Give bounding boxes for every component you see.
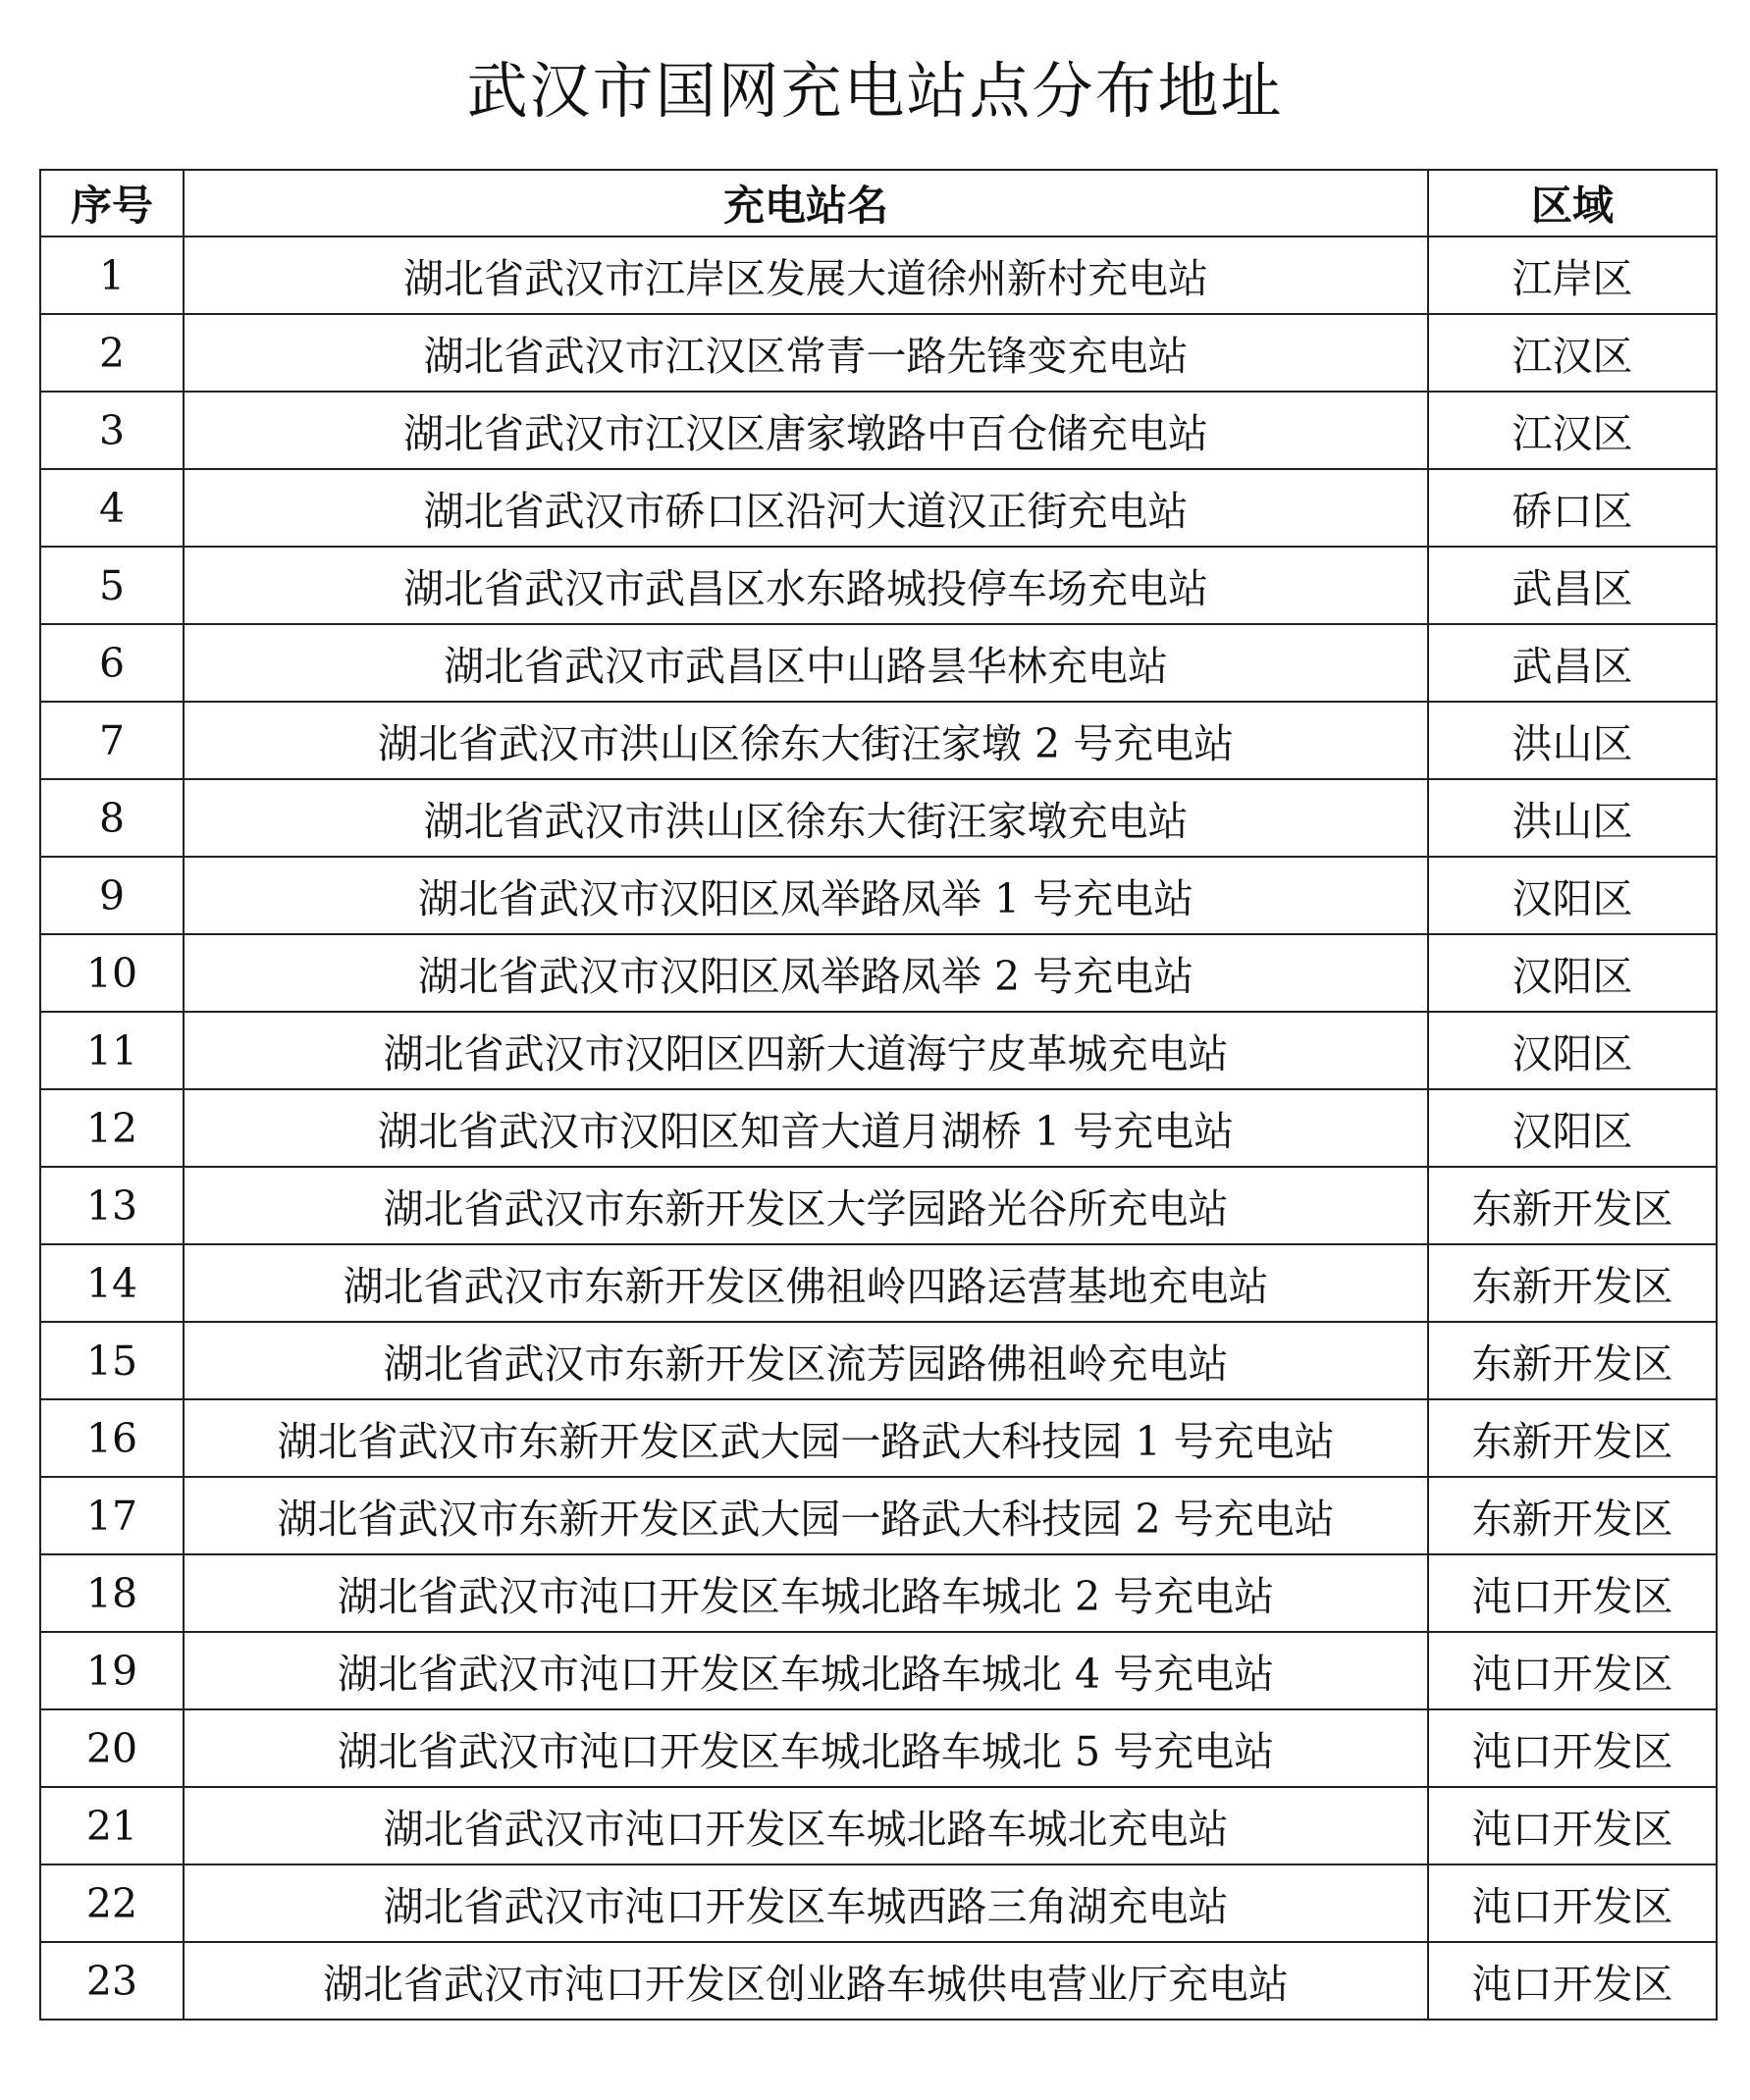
- serial-number-cell: 9: [40, 857, 184, 934]
- serial-number-cell: 12: [40, 1089, 184, 1167]
- serial-number-cell: 11: [40, 1012, 184, 1089]
- serial-number-cell: 3: [40, 392, 184, 469]
- station-name-cell: 湖北省武汉市沌口开发区车城西路三角湖充电站: [184, 1864, 1428, 1942]
- serial-number-cell: 8: [40, 779, 184, 857]
- district-cell: 沌口开发区: [1428, 1864, 1717, 1942]
- serial-number-cell: 22: [40, 1864, 184, 1942]
- table-row: [40, 236, 1717, 314]
- serial-number-cell: 20: [40, 1709, 184, 1787]
- station-name-cell: 湖北省武汉市东新开发区大学园路光谷所充电站: [184, 1167, 1428, 1244]
- serial-number-cell: 6: [40, 624, 184, 702]
- station-name-cell: 湖北省武汉市沌口开发区车城北路车城北充电站: [184, 1787, 1428, 1864]
- table-row: [40, 1012, 1717, 1089]
- district-cell: 汉阳区: [1428, 1089, 1717, 1167]
- district-cell: 洪山区: [1428, 702, 1717, 779]
- district-cell: 沌口开发区: [1428, 1787, 1717, 1864]
- district-cell: 武昌区: [1428, 624, 1717, 702]
- district-cell: 沌口开发区: [1428, 1632, 1717, 1709]
- station-name-cell: 湖北省武汉市武昌区水东路城投停车场充电站: [184, 547, 1428, 624]
- serial-number-cell: 18: [40, 1554, 184, 1632]
- serial-number-cell: 1: [40, 236, 184, 314]
- table-row: [40, 1244, 1717, 1322]
- station-name-cell: 湖北省武汉市洪山区徐东大街汪家墩充电站: [184, 779, 1428, 857]
- serial-number-cell: 5: [40, 547, 184, 624]
- table-row: [40, 392, 1717, 469]
- serial-number-cell: 14: [40, 1244, 184, 1322]
- serial-number-cell: 4: [40, 469, 184, 547]
- district-cell: 沌口开发区: [1428, 1709, 1717, 1787]
- table-row: [40, 1167, 1717, 1244]
- page-title: 武汉市国网充电站点分布地址: [466, 55, 1284, 127]
- table-row: [40, 1477, 1717, 1554]
- station-name-cell: 湖北省武汉市洪山区徐东大街汪家墩 2 号充电站: [184, 702, 1428, 779]
- table-row: [40, 1632, 1717, 1709]
- station-name-cell: 湖北省武汉市汉阳区凤举路凤举 2 号充电站: [184, 934, 1428, 1012]
- serial-number-cell: 13: [40, 1167, 184, 1244]
- station-name-cell: 湖北省武汉市硚口区沿河大道汉正街充电站: [184, 469, 1428, 547]
- station-name-cell: 湖北省武汉市沌口开发区车城北路车城北 5 号充电站: [184, 1709, 1428, 1787]
- district-cell: 江汉区: [1428, 314, 1717, 392]
- header-station-name: 充电站名: [184, 170, 1428, 236]
- station-name-cell: 湖北省武汉市东新开发区武大园一路武大科技园 2 号充电站: [184, 1477, 1428, 1554]
- table-row: [40, 1089, 1717, 1167]
- serial-number-cell: 17: [40, 1477, 184, 1554]
- table-row: [40, 702, 1717, 779]
- station-name-cell: 湖北省武汉市江岸区发展大道徐州新村充电站: [184, 236, 1428, 314]
- district-cell: 沌口开发区: [1428, 1554, 1717, 1632]
- table-row: [40, 314, 1717, 392]
- district-cell: 汉阳区: [1428, 934, 1717, 1012]
- district-cell: 武昌区: [1428, 547, 1717, 624]
- station-name-cell: 湖北省武汉市武昌区中山路昙华林充电站: [184, 624, 1428, 702]
- station-name-cell: 湖北省武汉市汉阳区知音大道月湖桥 1 号充电站: [184, 1089, 1428, 1167]
- serial-number-cell: 7: [40, 702, 184, 779]
- serial-number-cell: 23: [40, 1942, 184, 2020]
- district-cell: 东新开发区: [1428, 1477, 1717, 1554]
- charging-station-table: [39, 169, 1718, 2021]
- table-row: [40, 1322, 1717, 1399]
- district-cell: 东新开发区: [1428, 1322, 1717, 1399]
- table-row: [40, 779, 1717, 857]
- station-name-cell: 湖北省武汉市沌口开发区车城北路车城北 4 号充电站: [184, 1632, 1428, 1709]
- district-cell: 沌口开发区: [1428, 1942, 1717, 2020]
- serial-number-cell: 15: [40, 1322, 184, 1399]
- district-cell: 东新开发区: [1428, 1244, 1717, 1322]
- table-row: [40, 469, 1717, 547]
- station-name-cell: 湖北省武汉市汉阳区四新大道海宁皮革城充电站: [184, 1012, 1428, 1089]
- station-name-cell: 湖北省武汉市江汉区常青一路先锋变充电站: [184, 314, 1428, 392]
- district-cell: 东新开发区: [1428, 1399, 1717, 1477]
- station-name-cell: 湖北省武汉市东新开发区流芳园路佛祖岭充电站: [184, 1322, 1428, 1399]
- station-name-cell: 湖北省武汉市汉阳区凤举路凤举 1 号充电站: [184, 857, 1428, 934]
- table-row: [40, 547, 1717, 624]
- station-name-cell: 湖北省武汉市沌口开发区车城北路车城北 2 号充电站: [184, 1554, 1428, 1632]
- district-cell: 江汉区: [1428, 392, 1717, 469]
- district-cell: 洪山区: [1428, 779, 1717, 857]
- serial-number-cell: 2: [40, 314, 184, 392]
- station-name-cell: 湖北省武汉市东新开发区佛祖岭四路运营基地充电站: [184, 1244, 1428, 1322]
- station-name-cell: 湖北省武汉市东新开发区武大园一路武大科技园 1 号充电站: [184, 1399, 1428, 1477]
- serial-number-cell: 19: [40, 1632, 184, 1709]
- serial-number-cell: 16: [40, 1399, 184, 1477]
- table-row: [40, 624, 1717, 702]
- station-name-cell: 湖北省武汉市江汉区唐家墩路中百仓储充电站: [184, 392, 1428, 469]
- table-row: [40, 1399, 1717, 1477]
- serial-number-cell: 10: [40, 934, 184, 1012]
- table-row: [40, 1709, 1717, 1787]
- district-cell: 汉阳区: [1428, 1012, 1717, 1089]
- header-district: 区域: [1428, 170, 1717, 236]
- district-cell: 汉阳区: [1428, 857, 1717, 934]
- table-row: [40, 934, 1717, 1012]
- table-row: [40, 1554, 1717, 1632]
- district-cell: 硚口区: [1428, 469, 1717, 547]
- station-name-cell: 湖北省武汉市沌口开发区创业路车城供电营业厅充电站: [184, 1942, 1428, 2020]
- table-header-row: [40, 170, 1717, 236]
- table-row: [40, 1787, 1717, 1864]
- table-row: [40, 1942, 1717, 2020]
- table-row: [40, 1864, 1717, 1942]
- district-cell: 江岸区: [1428, 236, 1717, 314]
- table-row: [40, 857, 1717, 934]
- header-serial-number: 序号: [40, 170, 184, 236]
- serial-number-cell: 21: [40, 1787, 184, 1864]
- district-cell: 东新开发区: [1428, 1167, 1717, 1244]
